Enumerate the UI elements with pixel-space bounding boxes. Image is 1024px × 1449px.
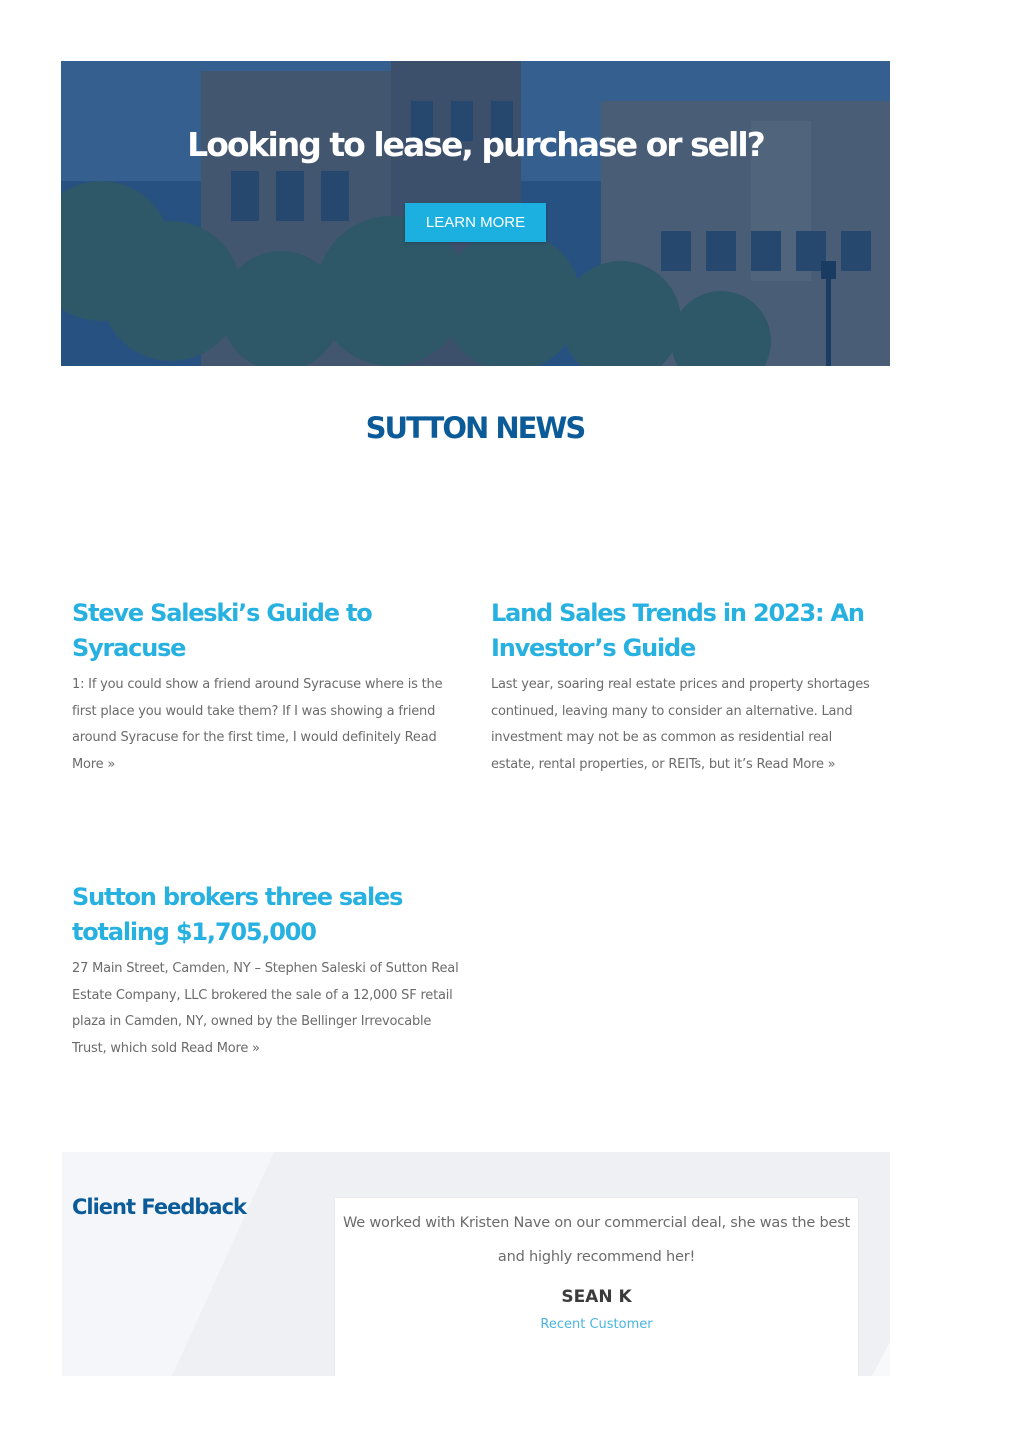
hero-banner <box>61 61 890 366</box>
news-post-2 <box>491 596 873 778</box>
read-more-link[interactable]: Read More » <box>756 756 836 772</box>
client-feedback-title: Client Feedback <box>72 1195 246 1219</box>
news-post-excerpt: 1: If you could show a friend around Syracuse where is the first place you would take them? If I was showing a friend around Syracuse for the first time, I would definitely Read More » <box>72 677 443 772</box>
news-post-3 <box>72 880 464 1062</box>
news-post-excerpt: 27 Main Street, Camden, NY – Stephen Saleski of Sutton Real Estate Company, LLC brokered the sale of a 12,000 SF retail plaza in Camden, NY, owned by the Bellinger Irrevocable Trust, which sold Read More » <box>72 961 459 1056</box>
testimonial-card <box>335 1198 858 1376</box>
hero-title: Looking to lease, purchase or sell? <box>187 125 764 164</box>
news-post-title[interactable]: Steve Saleski’s Guide to Syracuse <box>72 599 372 662</box>
news-post-excerpt: Last year, soaring real estate prices and property shortages continued, leaving many to consider an alternative. Land investment may not be as common as residential real estate, rental properties, or REITs, but it’s Read More » <box>491 677 870 772</box>
testimonial-author: SEAN K <box>561 1287 632 1307</box>
learn-more-button[interactable]: LEARN MORE <box>405 203 546 242</box>
client-feedback-section <box>62 1152 890 1376</box>
testimonial-quote: We worked with Kristen Nave on our commercial deal, she was the best and highly recommend her! <box>342 1215 851 1265</box>
news-post-title[interactable]: Sutton brokers three sales totaling $1,705,000 <box>72 883 403 946</box>
news-section-heading: SUTTON NEWS <box>365 411 585 445</box>
read-more-link[interactable]: Read More » <box>72 730 437 772</box>
testimonial-author-role: Recent Customer <box>540 1317 653 1332</box>
news-post-title[interactable]: Land Sales Trends in 2023: An Investor’s Guide <box>491 599 864 662</box>
news-post-1 <box>72 596 464 778</box>
read-more-link[interactable]: Read More » <box>180 1040 260 1056</box>
